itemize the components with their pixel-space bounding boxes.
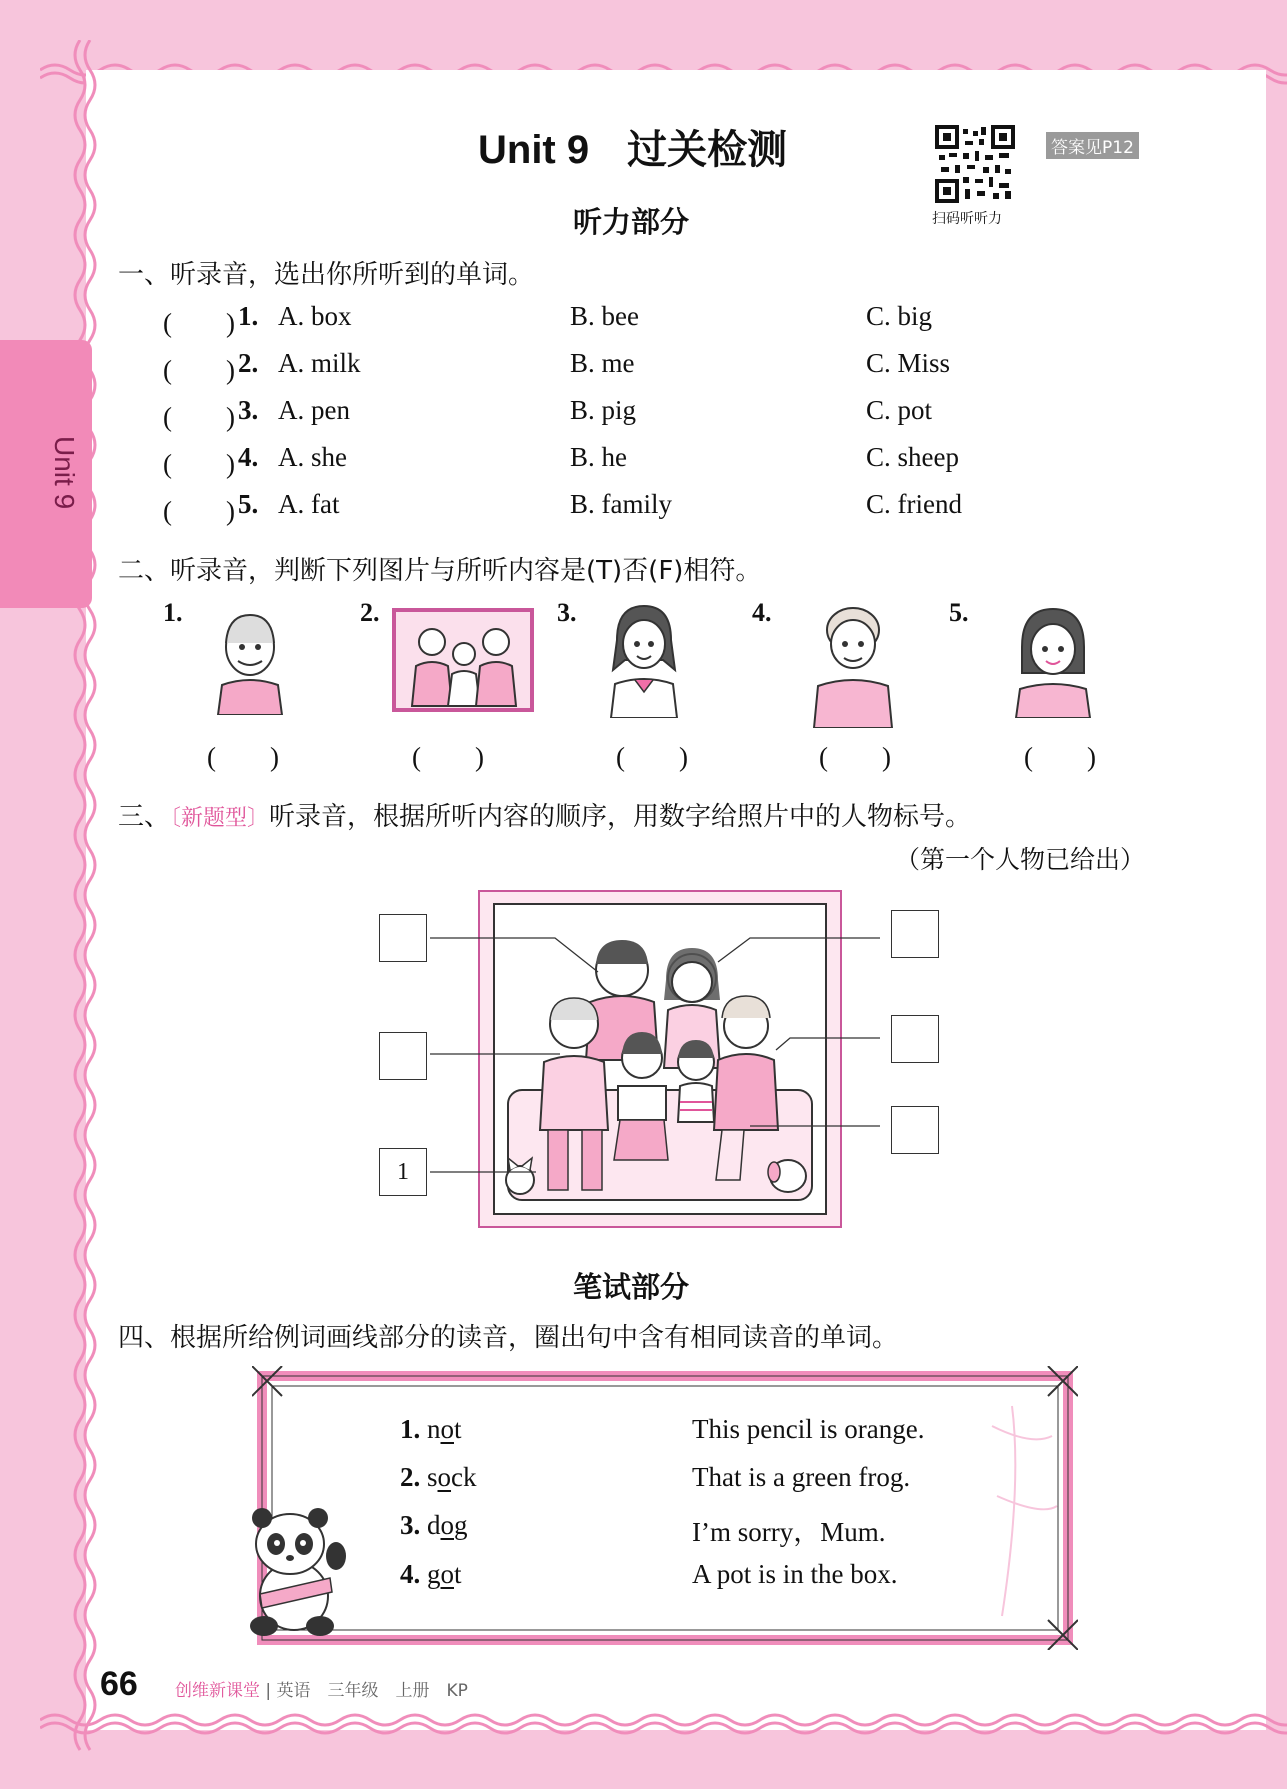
q1-item-number: 2. [238,348,259,378]
panda-mascot [240,1496,352,1636]
q4-sentence[interactable]: This pencil is orange. [692,1414,925,1444]
q4-item [400,1414,462,1445]
label-box[interactable] [379,1032,427,1080]
label-box[interactable] [379,914,427,962]
q4-sentence[interactable]: A pot is in the box. [692,1559,898,1589]
new-type-tag: 〔新题型〕 [170,806,270,831]
answer-blank[interactable]: ( ) [412,742,484,772]
q4-item-number: 2. [400,1462,421,1492]
wavy-border-left [40,40,100,1760]
answer-blank[interactable]: ( ) [163,308,235,338]
q4-item-number: 1. [400,1414,421,1444]
option-c: C. Miss [866,348,951,378]
q3-heading-text: 听录音，根据所听内容的顺序，用数字给照片中的人物标号。 [269,802,972,832]
answer-blank[interactable]: ( ) [819,742,891,772]
option-a: A. box [278,301,352,331]
option-a: A. she [278,442,347,472]
option-b: B. family [570,489,672,519]
q4-sentence[interactable]: I’m sorry，Mum. [692,1517,886,1547]
option-c: C. friend [866,489,962,519]
page-title [478,118,787,175]
footer-rest: | 英语 三年级 上册 KP [265,1681,468,1701]
option-c: C. sheep [866,442,959,472]
answer-badge: 答案见P12 [1046,132,1139,159]
option-a: A. milk [278,348,361,378]
footer-brand: 创维新课堂 [175,1681,260,1701]
q4-heading: 四、根据所给例词画线部分的读音，圈出句中含有相同读音的单词。 [118,1323,899,1353]
option-a: A. pen [278,395,350,425]
q3-prefix: 三、 [118,802,171,832]
example-word: not [427,1414,462,1444]
option-b: B. bee [570,301,639,331]
answer-blank[interactable]: ( ) [163,496,235,526]
family-photo-picture [392,608,534,712]
label-box[interactable] [891,910,939,958]
leader-lines [380,900,940,1200]
answer-blank[interactable]: ( ) [1024,742,1096,772]
woman-picture [1010,603,1096,718]
wavy-border-bottom [40,1700,1287,1750]
q1-item-number: 5. [238,489,259,519]
answer-blank[interactable]: ( ) [616,742,688,772]
qr-label: 扫码听听力 [932,211,1002,227]
q4-item [400,1559,462,1590]
q2-item-number: 2. [360,598,380,627]
option-b: B. he [570,442,627,472]
q1-item [0,442,1287,482]
q1-item [0,348,1287,388]
option-b: B. me [570,348,635,378]
answer-blank[interactable]: ( ) [163,449,235,479]
qr-code-icon[interactable] [935,125,1015,203]
q4-item-number: 4. [400,1559,421,1589]
q1-item [0,301,1287,341]
option-b: B. pig [570,395,637,425]
q2-item-number: 3. [557,598,577,627]
option-c: C. pot [866,395,933,425]
q2-heading: 二、听录音，判断下列图片与所听内容是(T)否(F)相符。 [118,556,762,586]
q4-sentence[interactable]: That is a green frog. [692,1462,911,1492]
q2-item-number: 4. [752,598,772,627]
grandpa-picture [208,605,293,715]
grandma-picture [808,600,898,728]
q2-item-number: 5. [949,598,969,627]
q1-item [0,395,1287,435]
listening-heading: 听力部分 [573,205,690,239]
girl-picture [603,600,685,718]
written-heading: 笔试部分 [573,1270,690,1304]
q3-note: （第一个人物已给出） [895,845,1146,874]
example-word: sock [427,1462,477,1492]
q4-item-number: 3. [400,1510,421,1540]
q3-heading [118,796,971,833]
page-number: 66 [100,1665,138,1703]
q1-item-number: 4. [238,442,259,472]
bamboo-frame [252,1366,1078,1650]
side-tab-label: Unit 9 [49,436,80,510]
label-box[interactable] [891,1106,939,1154]
title-en: Unit 9 [478,128,590,172]
q4-item [400,1462,477,1493]
label-box-given: 1 [379,1148,427,1196]
answer-blank[interactable]: ( ) [207,742,279,772]
answer-blank[interactable]: ( ) [163,355,235,385]
q1-item [0,489,1287,529]
option-c: C. big [866,301,933,331]
answer-blank[interactable]: ( ) [163,402,235,432]
example-word: got [427,1559,462,1589]
q1-heading: 一、听录音，选出你所听到的单词。 [118,260,535,290]
example-word: dog [427,1510,468,1540]
option-a: A. fat [278,489,340,519]
q4-item [400,1510,468,1541]
q1-item-number: 3. [238,395,259,425]
q2-item-number: 1. [163,598,183,627]
label-box[interactable] [891,1015,939,1063]
title-cn: 过关检测 [627,127,788,173]
q1-item-number: 1. [238,301,259,331]
footer-text [175,1676,468,1701]
